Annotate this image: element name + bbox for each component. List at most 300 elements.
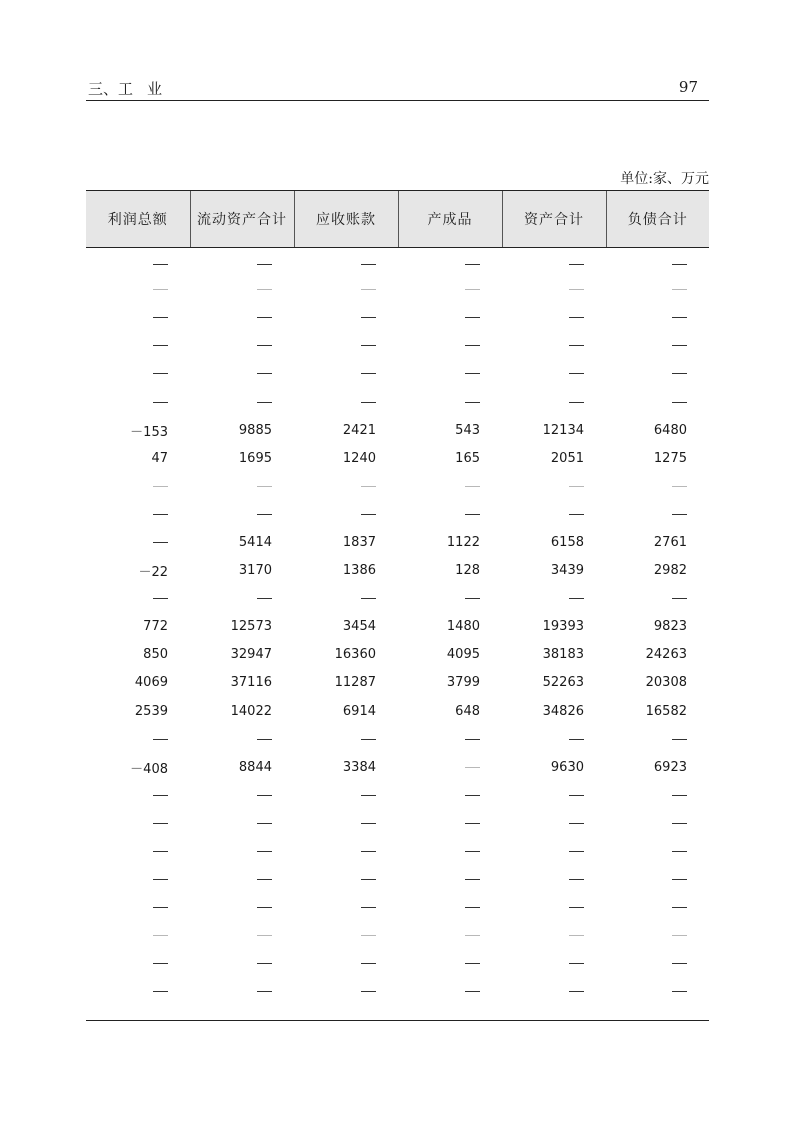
empty-value-dash — [465, 823, 480, 824]
table-cell: 648 — [455, 703, 480, 719]
table-cell — [606, 725, 709, 753]
empty-value-dash — [361, 264, 376, 265]
empty-value-dash — [361, 289, 376, 290]
empty-value-dash — [153, 935, 168, 936]
table-cell — [606, 472, 709, 500]
empty-value-dash — [569, 373, 584, 374]
table-cell — [294, 472, 398, 500]
empty-value-dash — [361, 795, 376, 796]
table-cell — [294, 922, 398, 950]
table-cell — [294, 725, 398, 753]
empty-value-dash — [153, 879, 168, 880]
table-cell — [606, 332, 709, 360]
table-cell — [398, 360, 502, 388]
table-cell: 9885 — [238, 422, 272, 438]
col-header-total-assets: 资产合计 — [502, 191, 606, 248]
empty-value-dash — [465, 598, 480, 599]
table-cell — [398, 866, 502, 894]
table-cell — [502, 950, 606, 978]
empty-value-dash — [361, 823, 376, 824]
unit-label: 单位:家、万元 — [620, 171, 709, 187]
empty-value-dash — [257, 963, 272, 964]
table-cell: 2051 — [550, 450, 584, 466]
table-cell — [398, 276, 502, 304]
empty-value-dash — [153, 317, 168, 318]
table-cell: 2761 — [653, 534, 687, 550]
empty-value-dash — [672, 598, 687, 599]
table-cell — [190, 585, 294, 613]
table-cell — [606, 922, 709, 950]
table-cell: 165 — [455, 450, 480, 466]
table-cell — [606, 894, 709, 922]
empty-value-dash — [465, 373, 480, 374]
table-cell — [190, 304, 294, 332]
table-row — [86, 444, 709, 472]
empty-value-dash — [672, 795, 687, 796]
empty-value-dash — [153, 486, 168, 487]
empty-value-dash — [153, 795, 168, 796]
empty-value-dash — [361, 935, 376, 936]
table-cell — [294, 500, 398, 528]
empty-value-dash — [257, 514, 272, 515]
table-row — [86, 416, 709, 444]
table-cell: 4069 — [134, 675, 168, 691]
table-cell — [606, 978, 709, 1006]
table-row — [86, 753, 709, 781]
empty-value-dash — [672, 907, 687, 908]
empty-value-dash — [257, 823, 272, 824]
col-header-finished-goods: 产成品 — [398, 191, 502, 248]
table-cell — [86, 360, 190, 388]
table-cell: 6480 — [653, 422, 687, 438]
table-cell — [294, 332, 398, 360]
empty-value-dash — [257, 739, 272, 740]
empty-value-dash — [153, 851, 168, 852]
table-cell — [606, 781, 709, 809]
table-row — [86, 500, 709, 528]
table-cell — [294, 388, 398, 416]
empty-value-dash — [465, 486, 480, 487]
table-cell: 3454 — [342, 619, 376, 635]
table-cell: 1386 — [342, 563, 376, 579]
col-header-total-profit: 利润总额 — [86, 191, 190, 248]
table-cell — [190, 388, 294, 416]
empty-value-dash — [569, 795, 584, 796]
table-row — [86, 472, 709, 500]
empty-value-dash — [569, 345, 584, 346]
table-cell: －153 — [130, 424, 168, 440]
table-cell — [502, 276, 606, 304]
table-cell — [86, 388, 190, 416]
table-cell: 8844 — [238, 759, 272, 775]
table-cell: 4095 — [446, 647, 480, 663]
table-row — [86, 978, 709, 1006]
running-header-section — [88, 78, 162, 99]
empty-value-dash — [361, 345, 376, 346]
empty-value-dash — [672, 373, 687, 374]
table-cell — [502, 922, 606, 950]
empty-value-dash — [257, 795, 272, 796]
table-cell — [398, 837, 502, 865]
table-cell — [294, 866, 398, 894]
table-cell — [86, 781, 190, 809]
empty-value-dash — [153, 542, 168, 543]
table-cell — [190, 866, 294, 894]
table-cell — [86, 866, 190, 894]
empty-value-dash — [672, 823, 687, 824]
table-cell — [606, 248, 709, 276]
empty-value-dash — [257, 289, 272, 290]
table-cell: 38183 — [542, 647, 584, 663]
table-cell: 9630 — [550, 759, 584, 775]
table-header-row — [86, 191, 709, 248]
table-cell — [190, 809, 294, 837]
empty-value-dash — [153, 373, 168, 374]
table-cell — [294, 585, 398, 613]
empty-value-dash — [153, 963, 168, 964]
table-cell — [502, 894, 606, 922]
table-cell: 128 — [455, 563, 480, 579]
empty-value-dash — [153, 598, 168, 599]
empty-value-dash — [465, 289, 480, 290]
table-cell — [398, 894, 502, 922]
table-cell: 6158 — [550, 534, 584, 550]
empty-value-dash — [672, 317, 687, 318]
table-cell — [606, 276, 709, 304]
table-row — [86, 360, 709, 388]
table-cell: 1240 — [342, 450, 376, 466]
table-cell — [86, 276, 190, 304]
empty-value-dash — [361, 317, 376, 318]
empty-value-dash — [361, 486, 376, 487]
empty-value-dash — [569, 935, 584, 936]
table-cell — [86, 978, 190, 1006]
table-cell: 850 — [143, 647, 168, 663]
empty-value-dash — [569, 598, 584, 599]
empty-value-dash — [361, 514, 376, 515]
table-cell — [606, 388, 709, 416]
table-cell: 37116 — [230, 675, 272, 691]
table-cell: 1275 — [653, 450, 687, 466]
col-header-current-assets: 流动资产合计 — [190, 191, 294, 248]
table-cell — [294, 248, 398, 276]
table-row — [86, 613, 709, 641]
table-cell — [294, 781, 398, 809]
empty-value-dash — [465, 963, 480, 964]
table-cell — [398, 332, 502, 360]
section-title: 三、工 — [88, 80, 134, 98]
table-cell — [398, 500, 502, 528]
table-cell: 6923 — [653, 759, 687, 775]
table-cell — [502, 725, 606, 753]
empty-value-dash — [569, 991, 584, 992]
empty-value-dash — [672, 289, 687, 290]
empty-value-dash — [361, 739, 376, 740]
table-cell — [502, 472, 606, 500]
empty-value-dash — [361, 963, 376, 964]
empty-value-dash — [153, 514, 168, 515]
table-cell — [190, 978, 294, 1006]
table-body — [86, 248, 709, 1007]
table-cell — [294, 950, 398, 978]
table-cell — [502, 809, 606, 837]
col-header-receivables: 应收账款 — [294, 191, 398, 248]
empty-value-dash — [465, 795, 480, 796]
empty-value-dash — [257, 486, 272, 487]
empty-value-dash — [465, 264, 480, 265]
table-cell — [190, 837, 294, 865]
table-cell: 772 — [143, 619, 168, 635]
col-header-total-liabilities: 负债合计 — [606, 191, 709, 248]
empty-value-dash — [153, 907, 168, 908]
table-row — [86, 276, 709, 304]
empty-value-dash — [257, 991, 272, 992]
table-cell — [294, 304, 398, 332]
table-cell — [502, 585, 606, 613]
table-cell — [398, 809, 502, 837]
table-cell: 6914 — [342, 703, 376, 719]
table-cell: 3170 — [238, 563, 272, 579]
table-cell — [190, 950, 294, 978]
table-cell — [190, 332, 294, 360]
empty-value-dash — [257, 879, 272, 880]
table-cell — [86, 528, 190, 556]
table-cell — [294, 837, 398, 865]
table-cell — [398, 753, 502, 781]
table-cell: 20308 — [645, 675, 687, 691]
empty-value-dash — [569, 317, 584, 318]
table-cell: 1480 — [446, 619, 480, 635]
table-cell — [190, 360, 294, 388]
empty-value-dash — [257, 935, 272, 936]
table-cell — [294, 360, 398, 388]
empty-value-dash — [569, 907, 584, 908]
empty-value-dash — [257, 373, 272, 374]
table-cell: 47 — [151, 450, 168, 466]
empty-value-dash — [569, 264, 584, 265]
empty-value-dash — [153, 402, 168, 403]
table-cell — [606, 950, 709, 978]
empty-value-dash — [672, 402, 687, 403]
table-cell — [190, 781, 294, 809]
table-cell — [606, 837, 709, 865]
table-cell — [190, 894, 294, 922]
table-row — [86, 585, 709, 613]
table-bottom-rule — [86, 1020, 709, 1021]
empty-value-dash — [361, 879, 376, 880]
header-rule — [86, 100, 709, 101]
empty-value-dash — [672, 991, 687, 992]
empty-value-dash — [465, 879, 480, 880]
empty-value-dash — [465, 907, 480, 908]
empty-value-dash — [672, 264, 687, 265]
table-cell: 11287 — [334, 675, 376, 691]
table-cell: 1122 — [446, 534, 480, 550]
empty-value-dash — [672, 514, 687, 515]
empty-value-dash — [153, 991, 168, 992]
table-cell: 12573 — [230, 619, 272, 635]
table-cell: 19393 — [542, 619, 584, 635]
empty-value-dash — [672, 963, 687, 964]
table-cell — [398, 950, 502, 978]
empty-value-dash — [153, 289, 168, 290]
empty-value-dash — [672, 486, 687, 487]
table-cell — [86, 304, 190, 332]
table-cell — [190, 472, 294, 500]
industry-finance-table — [86, 190, 709, 1006]
empty-value-dash — [569, 823, 584, 824]
table-cell — [398, 248, 502, 276]
table-cell — [294, 978, 398, 1006]
table-row — [86, 332, 709, 360]
table-cell: 1837 — [342, 534, 376, 550]
table-cell — [86, 248, 190, 276]
table-cell: 3799 — [446, 675, 480, 691]
empty-value-dash — [569, 879, 584, 880]
page-number: 97 — [678, 78, 698, 96]
table-cell — [190, 922, 294, 950]
empty-value-dash — [465, 317, 480, 318]
table-cell — [86, 950, 190, 978]
table-cell — [502, 332, 606, 360]
table-cell — [398, 304, 502, 332]
empty-value-dash — [257, 317, 272, 318]
table-cell — [398, 388, 502, 416]
section-title-tail: 业 — [147, 80, 163, 98]
table-row — [86, 866, 709, 894]
empty-value-dash — [257, 345, 272, 346]
table-cell — [502, 781, 606, 809]
empty-value-dash — [465, 991, 480, 992]
table-row — [86, 781, 709, 809]
empty-value-dash — [257, 598, 272, 599]
empty-value-dash — [361, 598, 376, 599]
table-row — [86, 697, 709, 725]
empty-value-dash — [672, 345, 687, 346]
table-cell: 9823 — [653, 619, 687, 635]
empty-value-dash — [153, 345, 168, 346]
table-row — [86, 837, 709, 865]
empty-value-dash — [465, 514, 480, 515]
empty-value-dash — [257, 402, 272, 403]
table-cell: 14022 — [230, 703, 272, 719]
table-cell: 543 — [455, 422, 480, 438]
table-cell — [398, 922, 502, 950]
table-cell: 52263 — [542, 675, 584, 691]
empty-value-dash — [672, 935, 687, 936]
empty-value-dash — [153, 264, 168, 265]
empty-value-dash — [569, 289, 584, 290]
table-cell — [606, 809, 709, 837]
empty-value-dash — [465, 345, 480, 346]
table-cell — [398, 472, 502, 500]
table-cell — [86, 725, 190, 753]
table-cell — [606, 585, 709, 613]
table-cell — [606, 500, 709, 528]
table-row — [86, 922, 709, 950]
table-cell: 3384 — [342, 759, 376, 775]
table-cell: 1695 — [238, 450, 272, 466]
table-cell — [502, 500, 606, 528]
table-cell — [502, 248, 606, 276]
table-cell — [86, 585, 190, 613]
empty-value-dash — [257, 851, 272, 852]
table-cell — [294, 276, 398, 304]
empty-value-dash — [361, 851, 376, 852]
table-cell: 2421 — [342, 422, 376, 438]
table-cell — [606, 360, 709, 388]
table-row — [86, 304, 709, 332]
table-cell — [86, 500, 190, 528]
empty-value-dash — [569, 739, 584, 740]
table-cell — [502, 978, 606, 1006]
empty-value-dash — [465, 402, 480, 403]
table-cell — [86, 894, 190, 922]
table-row — [86, 388, 709, 416]
empty-value-dash — [465, 739, 480, 740]
table-cell — [502, 304, 606, 332]
empty-value-dash — [465, 851, 480, 852]
table-cell — [398, 978, 502, 1006]
table-cell: 34826 — [542, 703, 584, 719]
data-table-container — [86, 190, 709, 1006]
table-cell — [86, 922, 190, 950]
table-row — [86, 809, 709, 837]
empty-value-dash — [361, 373, 376, 374]
table-cell: 16582 — [645, 703, 687, 719]
table-cell — [502, 360, 606, 388]
table-row — [86, 950, 709, 978]
table-cell — [502, 388, 606, 416]
table-cell — [86, 332, 190, 360]
empty-value-dash — [569, 402, 584, 403]
table-cell — [398, 725, 502, 753]
table-cell — [190, 276, 294, 304]
table-row — [86, 528, 709, 556]
empty-value-dash — [153, 823, 168, 824]
empty-value-dash — [361, 991, 376, 992]
empty-value-dash — [569, 963, 584, 964]
table-cell — [606, 304, 709, 332]
table-cell: －22 — [138, 565, 168, 581]
table-row — [86, 557, 709, 585]
empty-value-dash — [465, 767, 480, 768]
empty-value-dash — [672, 851, 687, 852]
table-cell — [502, 866, 606, 894]
table-cell — [190, 248, 294, 276]
table-row — [86, 641, 709, 669]
table-cell: 3439 — [550, 563, 584, 579]
table-cell — [190, 500, 294, 528]
table-cell: 2982 — [653, 563, 687, 579]
empty-value-dash — [569, 514, 584, 515]
table-cell — [398, 585, 502, 613]
table-cell — [606, 866, 709, 894]
table-cell: 5414 — [238, 534, 272, 550]
empty-value-dash — [465, 935, 480, 936]
empty-value-dash — [569, 486, 584, 487]
table-cell — [86, 837, 190, 865]
table-cell: －408 — [130, 761, 168, 777]
empty-value-dash — [672, 739, 687, 740]
table-cell: 2539 — [134, 703, 168, 719]
table-cell — [502, 837, 606, 865]
empty-value-dash — [361, 402, 376, 403]
table-cell — [398, 781, 502, 809]
table-cell: 16360 — [334, 647, 376, 663]
empty-value-dash — [257, 264, 272, 265]
table-cell: 24263 — [645, 647, 687, 663]
